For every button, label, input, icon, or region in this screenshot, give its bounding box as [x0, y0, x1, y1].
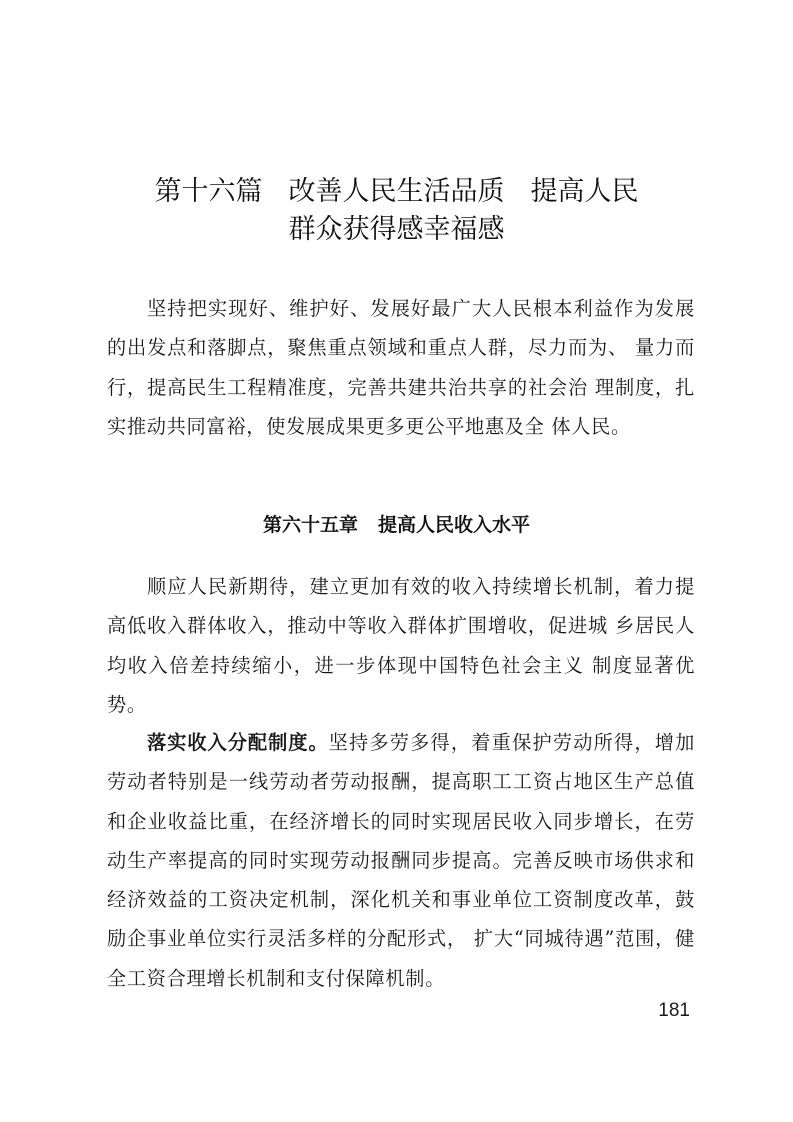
page-number: 181	[658, 1000, 690, 1021]
part-title-segment: 改善人民生活品质	[288, 176, 505, 207]
intro-paragraph: 坚持把实现好、维护好、发展好最广大人民根本利益作为发展的出发点和落脚点，聚焦重点领域和重点人群，尽力而为、 量力而行，提高民生工程精准度，完善共建共治共享的社会治 理制度，扎实推动共同富裕，使发展成果更多更公平地惠及全 体人民。	[107, 297, 695, 438]
section-body-text: 坚持多劳多得，着重保护劳动所得，增加劳动者特别是一线劳动者劳动报酬，提高职工工资占地区生产总值和企业收益比重，在经济增长的同时实现居民收入同步增长，在劳动生产率提高的同时实现劳动报酬同步提高。完善反映市场供求和经济效益的工资决定机制，深化机关和事业单位工资制度改革，鼓励企事业单位实行灵活多样的分配形式， 扩大“同城待遇”范围，健全工资合理增长机制和支付保障机制。	[107, 731, 696, 990]
section-lead-heading: 落实收入分配制度。	[147, 731, 329, 754]
part-title-line-1	[100, 172, 693, 212]
section-paragraph	[107, 723, 695, 998]
chapter-title: 提高人民收入水平	[378, 514, 531, 536]
part-title-line-2: 群众获得感幸福感	[288, 214, 505, 245]
chapter-number: 第六十五章	[262, 514, 358, 536]
chapter-heading	[100, 510, 693, 540]
part-number: 第十六篇	[154, 176, 263, 207]
part-title-segment: 提高人民	[530, 176, 639, 207]
chapter-intro-paragraph: 顺应人民新期待，建立更加有效的收入持续增长机制，着力提高低收入群体收入，推动中等收入群体扩围增收，促进城 乡居民人均收入倍差持续缩小，进一步体现中国特色社会主义 制度显著优势。	[107, 575, 695, 716]
